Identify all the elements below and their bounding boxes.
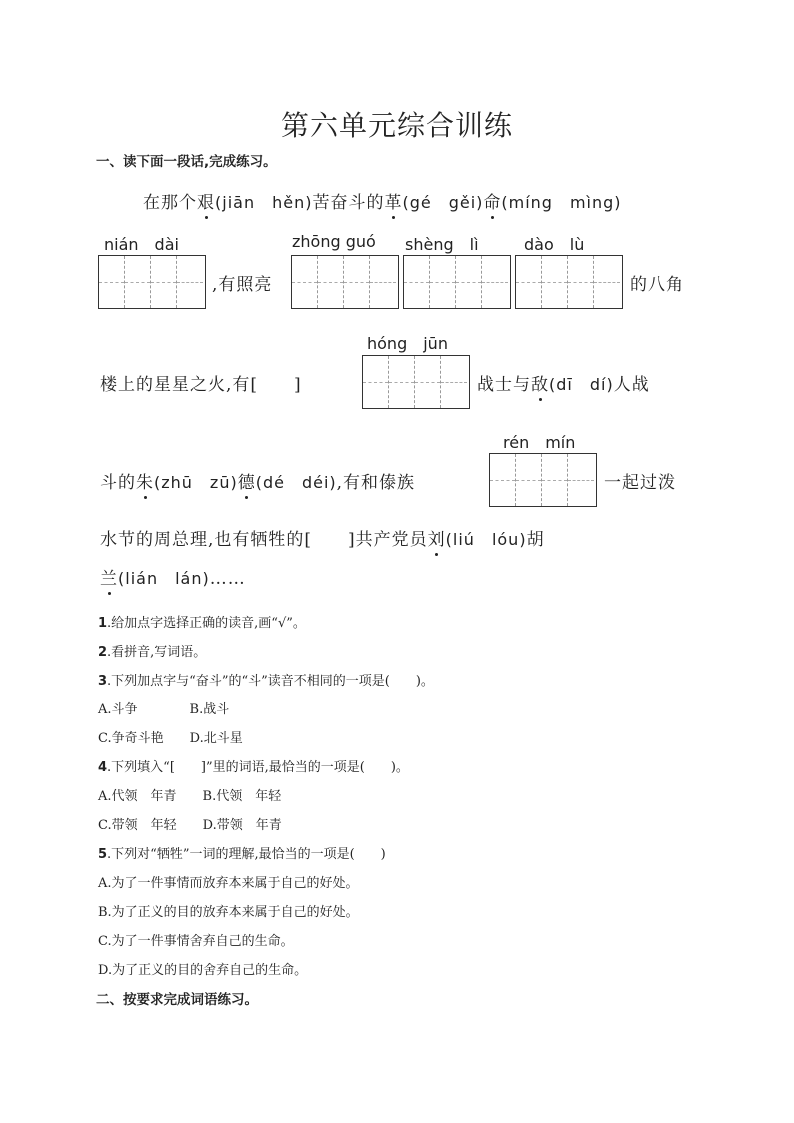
section-1-heading: 一、读下面一段话,完成练习。 [96, 154, 277, 170]
passage-text: 一起过泼 [604, 473, 676, 493]
passage-text: ,有照亮 [212, 275, 273, 295]
writing-box-niandai[interactable] [98, 255, 206, 309]
dotted-char: 艰 [197, 188, 215, 213]
passage-text: 在那个 [143, 193, 197, 213]
pinyin-choice[interactable]: (gé gěi) [402, 193, 484, 212]
passage-text: ,有和傣族 [336, 473, 416, 493]
passage-line-1 [143, 188, 622, 213]
pinyin-niandai: nián dài [104, 235, 179, 254]
passage-line-5 [100, 525, 545, 550]
option-row[interactable]: A.代领 年青 B.代领 年轻 [98, 789, 282, 804]
option-row[interactable]: C.为了一件事情舍弃自己的生命。 [98, 934, 294, 949]
passage-text: 胡 [526, 530, 545, 550]
pinyin-choice[interactable]: (lián lán) [118, 569, 210, 588]
pinyin-choice[interactable]: (dé déi) [255, 473, 337, 492]
writing-box-hongjun[interactable] [362, 355, 470, 409]
question-1: 1.给加点字选择正确的读音,画“√”。 [98, 616, 306, 631]
dotted-char: 德 [238, 468, 256, 493]
writing-box-zhongguo[interactable] [291, 255, 399, 309]
page-title: 第六单元综合训练 [280, 109, 513, 142]
pinyin-choice[interactable]: (liú lóu) [445, 530, 527, 549]
question-3: 3.下列加点字与“奋斗”的“斗”读音不相同的一项是( )。 [98, 674, 434, 689]
question-4: 4.下列填入“[ ]”里的词语,最恰当的一项是( )。 [98, 760, 409, 775]
dotted-char: 刘 [428, 525, 446, 550]
option-row[interactable]: A.为了一件事情而放弃本来属于自己的好处。 [98, 876, 359, 891]
passage-line-4 [100, 468, 415, 493]
passage-line-3-end [477, 370, 650, 395]
pinyin-zhongguo: zhōng guó [292, 232, 376, 251]
pinyin-hongjun: hóng jūn [367, 334, 448, 353]
writing-box-shengli[interactable] [403, 255, 511, 309]
dotted-char: 朱 [136, 468, 154, 493]
pinyin-renmin: rén mín [503, 433, 576, 452]
pinyin-shengli: shèng lì [405, 235, 479, 254]
question-2: 2.看拼音,写词语。 [98, 645, 207, 660]
passage-line-6 [100, 564, 246, 589]
option-row[interactable]: D.为了正义的目的舍弃自己的生命。 [98, 963, 308, 978]
passage-text: 人战 [613, 375, 650, 395]
passage-text: 战士与 [477, 375, 531, 395]
dotted-char: 命 [483, 188, 501, 213]
pinyin-choice[interactable]: (míng mìng) [501, 193, 622, 212]
dotted-char: 敌 [531, 370, 549, 395]
passage-text: 苦奋斗的 [312, 193, 385, 213]
option-row[interactable]: A.斗争 B.战斗 [98, 702, 230, 717]
pinyin-choice[interactable]: (jiān hěn) [215, 193, 313, 212]
option-row[interactable]: C.争奇斗艳 D.北斗星 [98, 731, 243, 746]
section-2-heading: 二、按要求完成词语练习。 [96, 992, 258, 1008]
pinyin-daolu: dào lù [524, 235, 585, 254]
passage-text: 的八角 [630, 275, 684, 295]
pinyin-choice[interactable]: (dī dí) [549, 375, 614, 394]
passage-text: 斗的 [100, 473, 136, 493]
passage-text: …… [209, 569, 246, 589]
dotted-char: 革 [384, 188, 402, 213]
pinyin-choice[interactable]: (zhū zū) [154, 473, 238, 492]
dotted-char: 兰 [100, 564, 118, 589]
writing-box-daolu[interactable] [515, 255, 623, 309]
passage-text: 楼上的星星之火,有[ ] [100, 375, 302, 395]
writing-box-renmin[interactable] [489, 453, 597, 507]
option-row[interactable]: B.为了正义的目的放弃本来属于自己的好处。 [98, 905, 359, 920]
passage-text: 水节的周总理,也有牺牲的[ ]共产党员 [100, 530, 428, 550]
option-row[interactable]: C.带领 年轻 D.带领 年青 [98, 818, 282, 833]
question-5: 5.下列对“牺牲”一词的理解,最恰当的一项是( ) [98, 847, 386, 862]
